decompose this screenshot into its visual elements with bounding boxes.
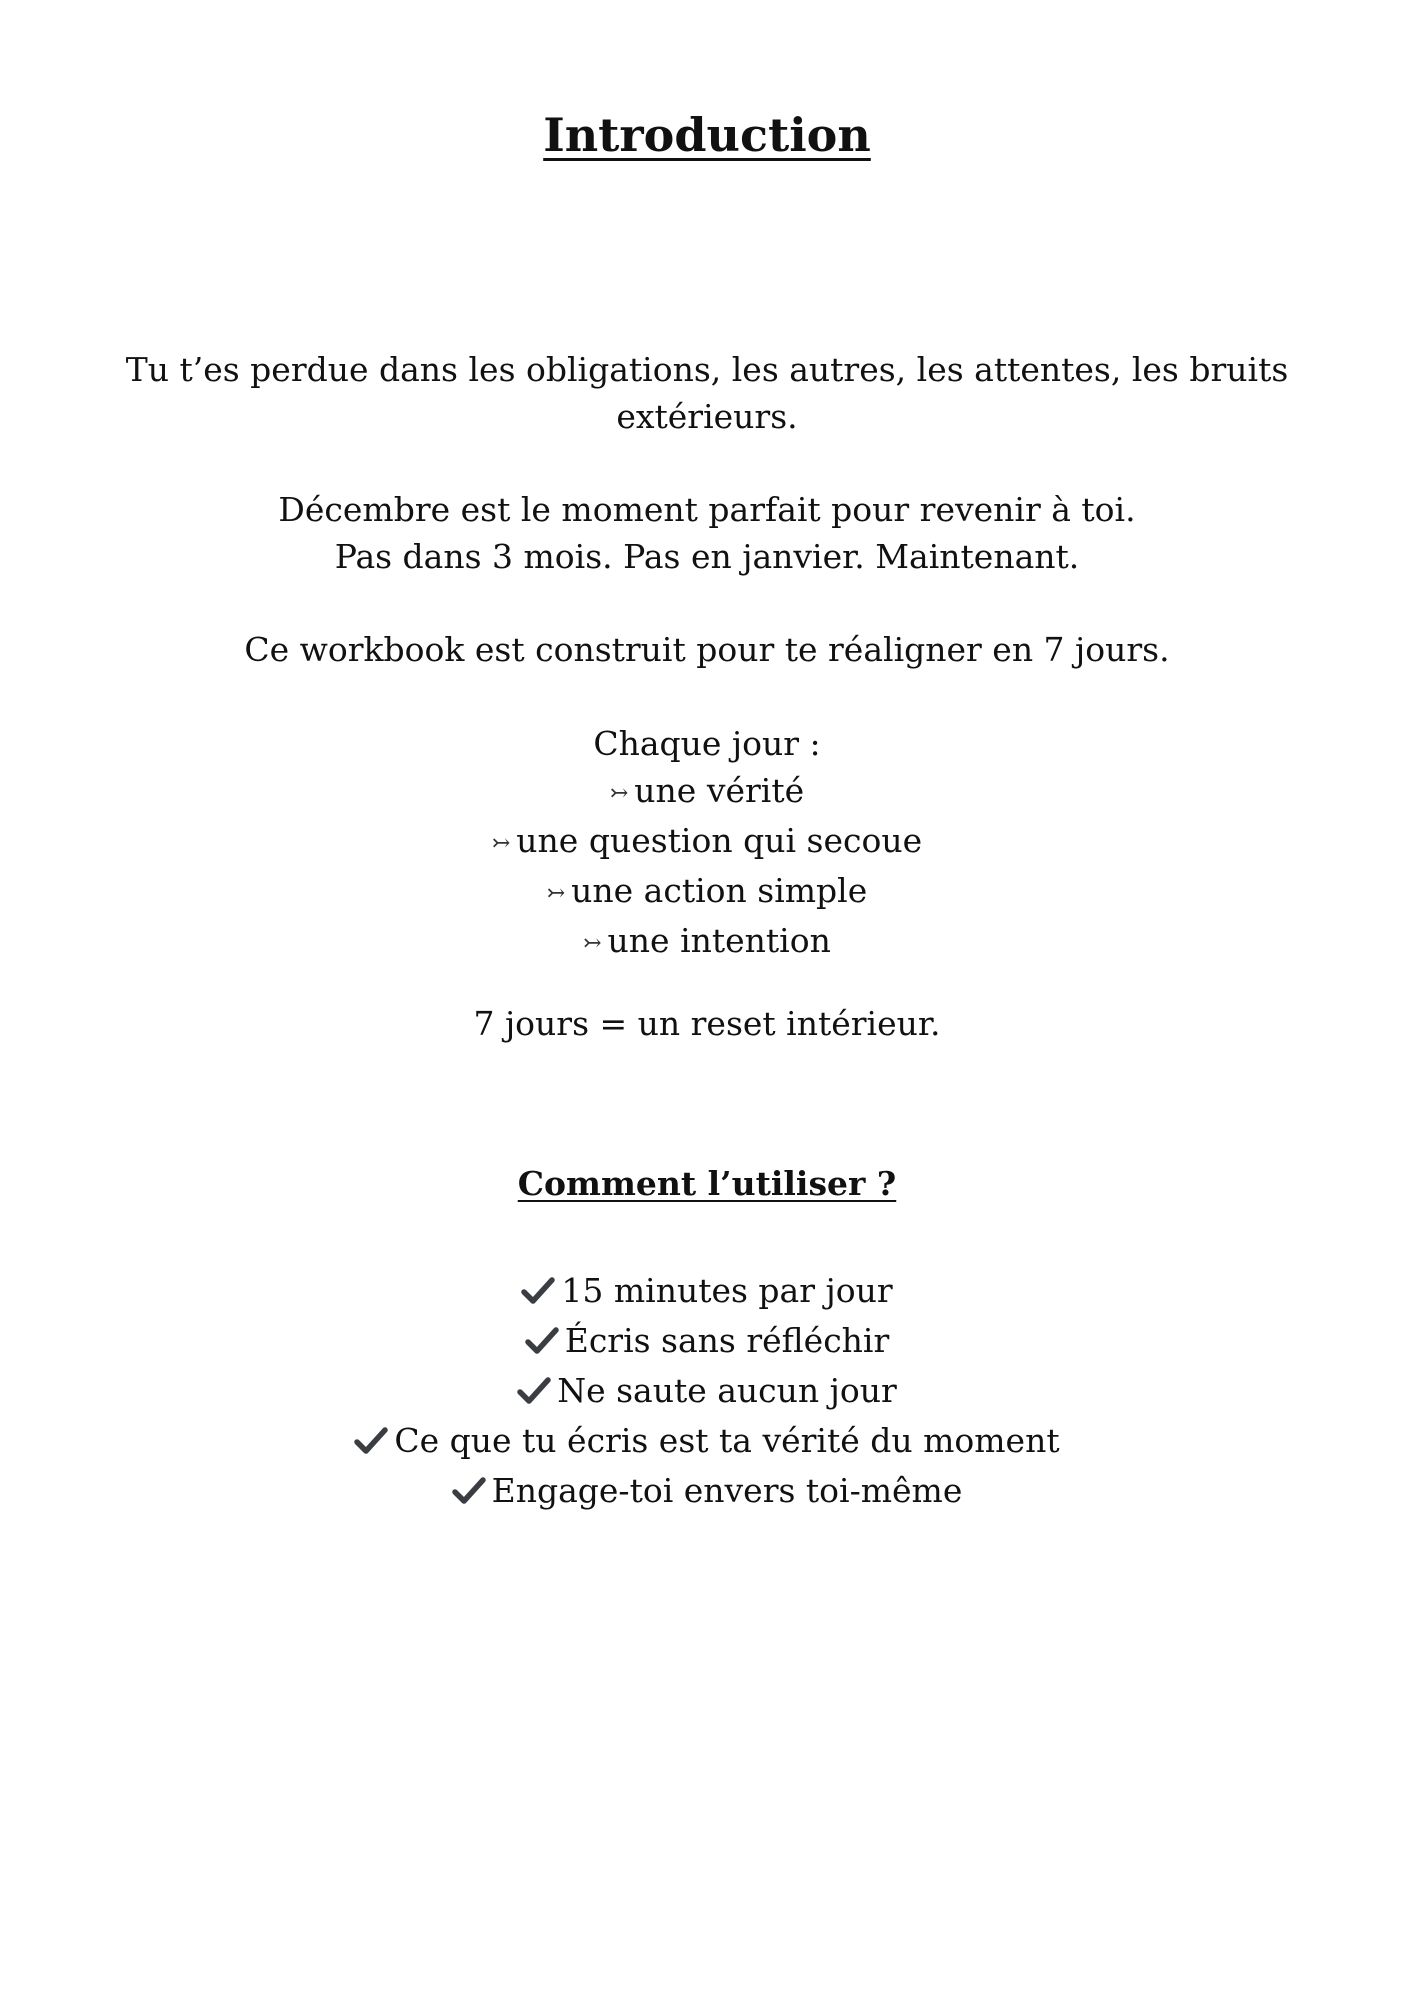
checklist-item-text: 15 minutes par jour [561,1271,893,1310]
checkmark-icon [517,1372,551,1418]
intro-line-5: Ce workbook est construit pour te réaligner en 7 jours. [244,630,1170,669]
daily-section [0,720,1414,967]
daily-item [0,917,1414,967]
checkmark-icon [525,1322,559,1368]
daily-heading: Chaque jour : [593,724,821,763]
daily-item [0,767,1414,817]
arrow-bullet-icon: ↣ [491,831,511,856]
checklist-item [0,1468,1414,1518]
intro-line-1: Tu t’es perdue dans les obligations, les autres, les attentes, les bruits [125,350,1289,389]
checklist-item [0,1418,1414,1468]
intro-paragraph-2 [0,486,1414,580]
reset-paragraph [0,1000,1414,1047]
checkmark-icon [452,1472,486,1518]
daily-item [0,867,1414,917]
checklist-item-text: Ne saute aucun jour [557,1371,897,1410]
reset-line: 7 jours = un reset intérieur. [473,1004,941,1043]
checklist-item-text: Ce que tu écris est ta vérité du moment [394,1421,1060,1460]
arrow-bullet-icon: ↣ [546,881,566,906]
checkmark-icon [354,1422,388,1468]
daily-item-text: une intention [607,921,831,960]
intro-line-4: Pas dans 3 mois. Pas en janvier. Maintenant. [334,537,1080,576]
how-to-checklist [0,1268,1414,1518]
checklist-item [0,1318,1414,1368]
arrow-bullet-icon: ↣ [583,931,602,956]
intro-line-3: Décembre est le moment parfait pour revenir à toi. [278,490,1136,529]
how-to-heading: Comment l’utiliser ? [517,1164,897,1203]
checklist-item-text: Engage-toi envers toi-même [491,1471,963,1510]
checklist-item [0,1368,1414,1418]
page-title: Introduction [543,108,871,162]
intro-line-2: extérieurs. [616,397,798,436]
arrow-bullet-icon: ↣ [609,781,629,806]
checklist-item [0,1268,1414,1318]
intro-paragraph-3 [0,626,1414,673]
daily-item [0,817,1414,867]
daily-item-text: une action simple [571,871,868,910]
checklist-item-text: Écris sans réfléchir [564,1321,890,1360]
intro-paragraph-1 [0,346,1414,440]
daily-item-text: une vérité [634,771,805,810]
checkmark-icon [521,1272,555,1318]
daily-item-text: une question qui secoue [516,821,923,860]
